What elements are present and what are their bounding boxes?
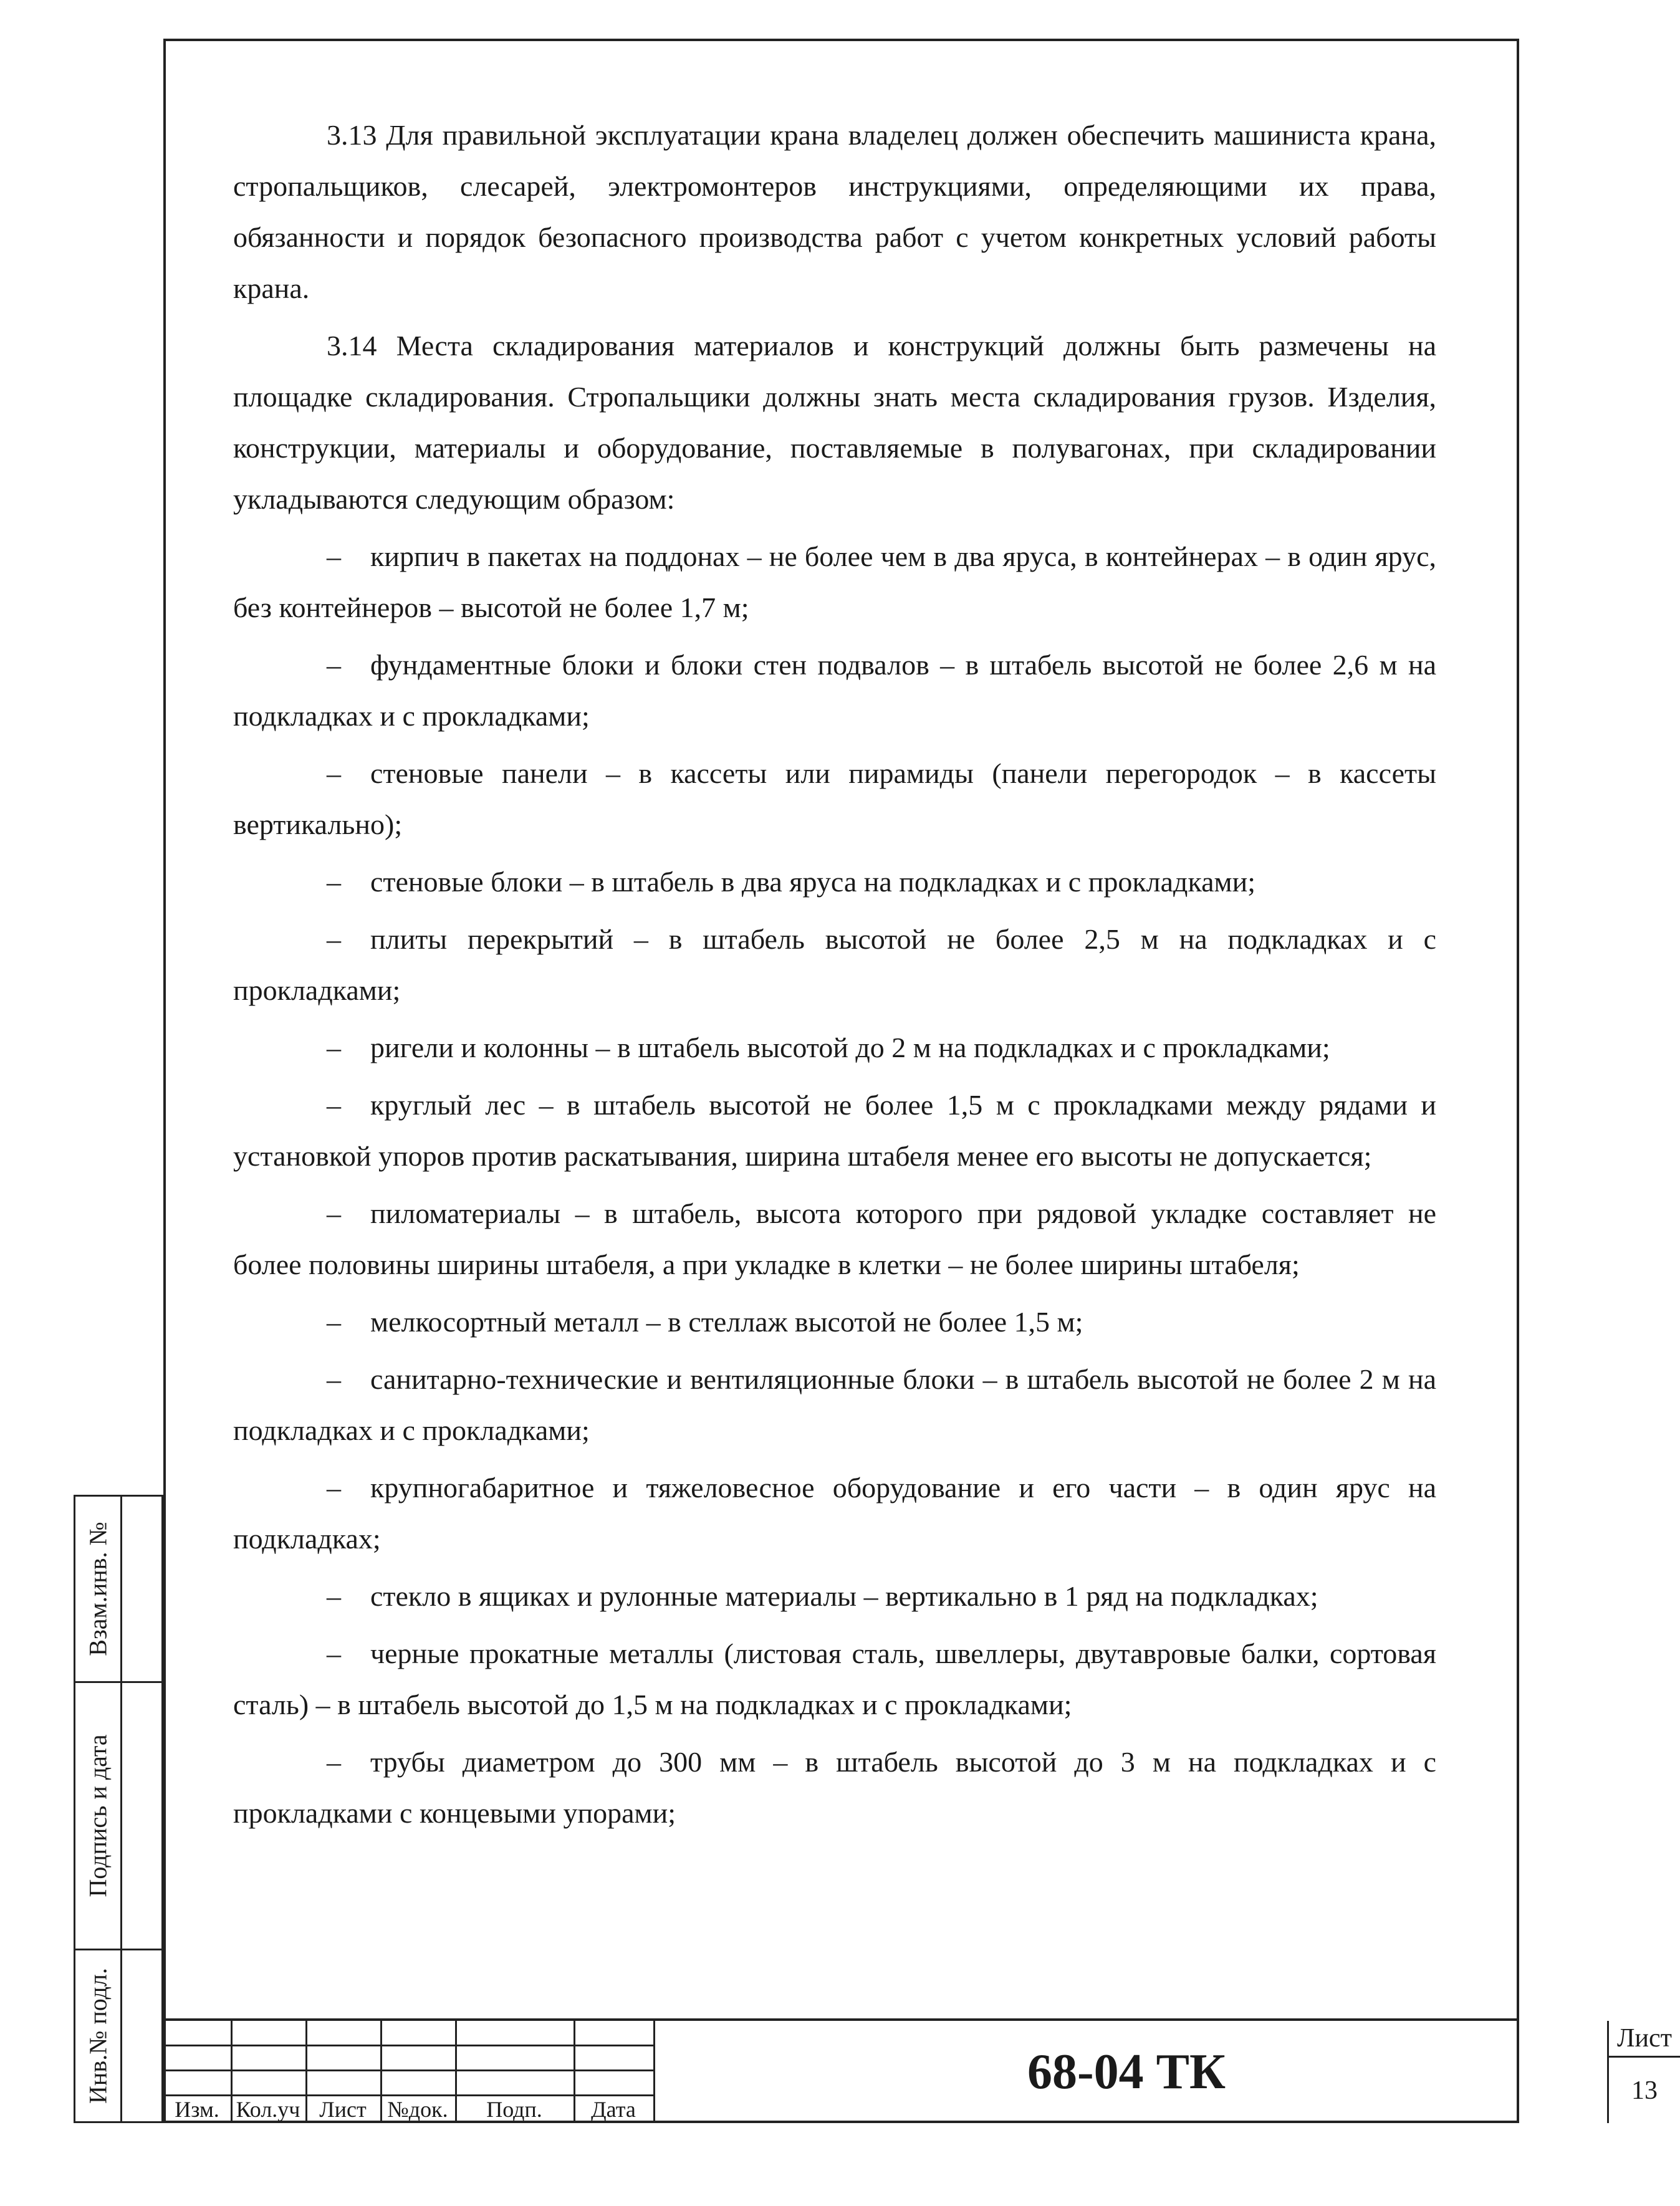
stamp-inv-podl-value — [122, 1950, 161, 2121]
sheet-label: Лист — [1609, 2021, 1680, 2058]
list-dash: – — [327, 1032, 341, 1063]
stamp-podpis-data-value — [122, 1683, 161, 1949]
document-code: 68-04 ТК — [1027, 2044, 1226, 2099]
list-dash: – — [327, 1306, 341, 1338]
paragraph-text: плиты перекрытий – в штабель высотой не более 2,5 м на подкладках и с прокладками; — [233, 923, 1436, 1006]
paragraph-text: ригели и колонны – в штабель высотой до 2 м на подкладках и с прокладками; — [370, 1032, 1330, 1063]
paragraph-text: санитарно-технические и вентиляционные блоки – в штабель высотой не более 2 м на подкладках и с прокладками; — [233, 1363, 1436, 1446]
document-body — [233, 110, 1436, 1845]
list-dash: – — [327, 1197, 341, 1229]
list-item — [233, 1571, 1436, 1622]
stamp-inv-podl — [74, 1949, 163, 2123]
list-item — [233, 1188, 1436, 1290]
list-item — [233, 856, 1436, 908]
list-item — [233, 1737, 1436, 1839]
list-dash: – — [327, 923, 341, 955]
list-dash: – — [327, 1472, 341, 1503]
list-item — [233, 640, 1436, 742]
list-dash: – — [327, 1363, 341, 1395]
stamp-podpis-data-label: Подпись и дата — [84, 1734, 112, 1897]
list-item — [233, 1080, 1436, 1182]
paragraph-text: кирпич в пакетах на поддонах – не более чем в два яруса, в контейнерах – в один ярус, без контейнеров – высотой не более 1,7 м; — [233, 540, 1436, 623]
paragraph-text: 3.14 Места складирования материалов и конструкций должны быть размечены на площадке складирования. Стропальщики должны знать места складирования грузов. Изделия, конструкции, материалы и оборудование, поставляемые в полувагонах, при складировании укладываются следующим образом: — [233, 330, 1436, 515]
revision-table — [163, 2021, 653, 2123]
list-item — [233, 1628, 1436, 1730]
paragraph-text: черные прокатные металлы (листовая сталь, швеллеры, двутавровые балки, сортовая сталь) – в штабель высотой до 1,5 м на подкладках и с прокладками; — [233, 1638, 1436, 1720]
paragraph-text: стеновые панели – в кассеты или пирамиды (панели перегородок – в кассеты вертикально); — [233, 757, 1436, 840]
stamp-podpis-data — [74, 1681, 163, 1950]
title-block — [163, 2018, 1672, 2123]
list-dash: – — [327, 1580, 341, 1612]
list-dash: – — [327, 1089, 341, 1121]
paragraph-text: пиломатериалы – в штабель, высота которого при рядовой укладке составляет не более половины ширины штабеля, а при укладке в клетки – не более ширины штабеля; — [233, 1197, 1436, 1280]
list-dash: – — [327, 649, 341, 681]
list-item — [233, 1297, 1436, 1348]
col-izm: Изм. — [175, 2097, 219, 2122]
list-item — [233, 1354, 1436, 1456]
list-item — [233, 1462, 1436, 1565]
paragraph-text: крупногабаритное и тяжеловесное оборудование и его части – в один ярус на подкладках; — [233, 1472, 1436, 1555]
stamp-vzam-inv-label: Взам.инв. № — [84, 1522, 112, 1656]
list-item — [233, 748, 1436, 850]
paragraph-text: трубы диаметром до 300 мм – в штабель высотой до 3 м на подкладках и с прокладками с концевыми упорами; — [233, 1746, 1436, 1829]
sheet-box — [1607, 2021, 1680, 2123]
paragraph-text: мелкосортный металл – в стеллаж высотой не более 1,5 м; — [370, 1306, 1083, 1338]
paragraph — [233, 320, 1436, 525]
paragraph-text: стекло в ящиках и рулонные материалы – вертикально в 1 ряд на подкладках; — [370, 1580, 1318, 1612]
sheet-number: 13 — [1631, 2076, 1658, 2105]
list-item — [233, 914, 1436, 1016]
paragraph-text: фундаментные блоки и блоки стен подвалов – в штабель высотой не более 2,6 м на подкладках и с прокладками; — [233, 649, 1436, 732]
list-dash: – — [327, 1638, 341, 1669]
list-item — [233, 1022, 1436, 1073]
stamp-inv-podl-label: Инв.№ подл. — [84, 1968, 112, 2104]
col-list: Лист — [319, 2097, 367, 2122]
col-n-dok: №док. — [387, 2097, 448, 2122]
list-dash: – — [327, 866, 341, 898]
paragraph — [233, 110, 1436, 314]
list-dash: – — [327, 1746, 341, 1778]
list-dash: – — [327, 757, 341, 789]
paragraph-text: стеновые блоки – в штабель в два яруса на подкладках и с прокладками; — [370, 866, 1256, 898]
list-item — [233, 531, 1436, 633]
list-dash: – — [327, 540, 341, 572]
paragraph-text: круглый лес – в штабель высотой не более 1,5 м с прокладками между рядами и установкой упоров против раскатывания, ширина штабеля менее его высоты не допускается; — [233, 1089, 1436, 1172]
col-podp: Подп. — [486, 2097, 542, 2122]
paragraph-text: 3.13 Для правильной эксплуатации крана владелец должен обеспечить машиниста крана, стропальщиков, слесарей, электромонтеров инструкциями, определяющими их права, обязанности и порядок безопасного производства работ с учетом конкретных условий работы крана. — [233, 119, 1436, 304]
stamp-vzam-inv — [74, 1495, 163, 1683]
stamp-vzam-inv-value — [122, 1497, 161, 1681]
col-data: Дата — [591, 2097, 636, 2122]
col-kol-uch: Кол.уч — [236, 2097, 300, 2122]
